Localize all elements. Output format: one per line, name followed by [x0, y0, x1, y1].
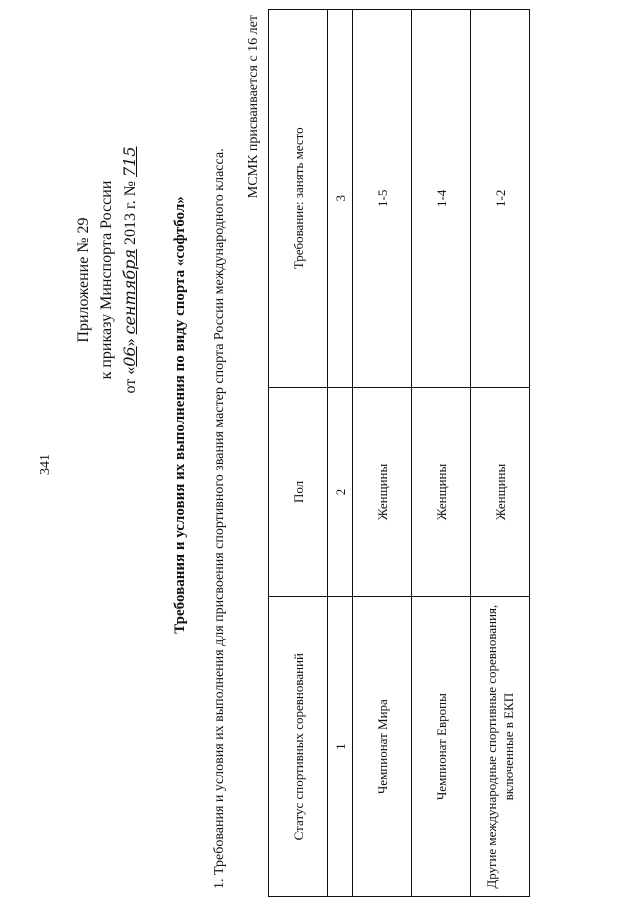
row-place: 1-4 [412, 10, 471, 388]
date-prefix: от « [122, 366, 139, 394]
row-status: Чемпионат Европы [412, 597, 471, 897]
row-place: 1-5 [353, 10, 412, 388]
page-number: 341 [38, 454, 53, 475]
date-year: 2013 г. № [122, 181, 139, 246]
table-number-row [328, 10, 353, 897]
column-number: 2 [328, 387, 353, 597]
row-gender: Женщины [353, 387, 412, 597]
appendix-date-line [120, 70, 140, 470]
appendix-order-ref: к приказу Минспорта России [98, 180, 115, 380]
row-gender: Женщины [412, 387, 471, 597]
header-gender: Пол [269, 387, 328, 597]
table-row [353, 10, 412, 897]
appendix-number: Приложение № 29 [75, 217, 92, 343]
row-status: Чемпионат Мира [353, 597, 412, 897]
table-row [471, 10, 530, 897]
age-requirement-note: МСМК присваивается с 16 лет [246, 15, 261, 199]
document-title: Требования и условия их выполнения по виду спорта «софтбол» [172, 196, 188, 634]
table-header-row [269, 10, 328, 897]
handwritten-day: 06 [120, 346, 139, 367]
header-place: Требование: занять место [269, 10, 328, 388]
column-number: 3 [328, 10, 353, 388]
date-mid: » [122, 338, 139, 347]
intro-paragraph: 1. Требования и условия их выполнения для присвоения спортивного звания мастер спорта России международного класса. [212, 148, 227, 889]
table-row [412, 10, 471, 897]
column-number: 1 [328, 597, 353, 897]
row-gender: Женщины [471, 387, 530, 597]
header-status: Статус спортивных соревнований [269, 597, 328, 897]
requirements-table [268, 9, 530, 897]
row-status: Другие международные спортивные соревнования, включенные в ЕКП [471, 597, 530, 897]
handwritten-month: сентября [120, 249, 139, 335]
row-place: 1-2 [471, 10, 530, 388]
handwritten-order-number: 715 [120, 146, 139, 178]
